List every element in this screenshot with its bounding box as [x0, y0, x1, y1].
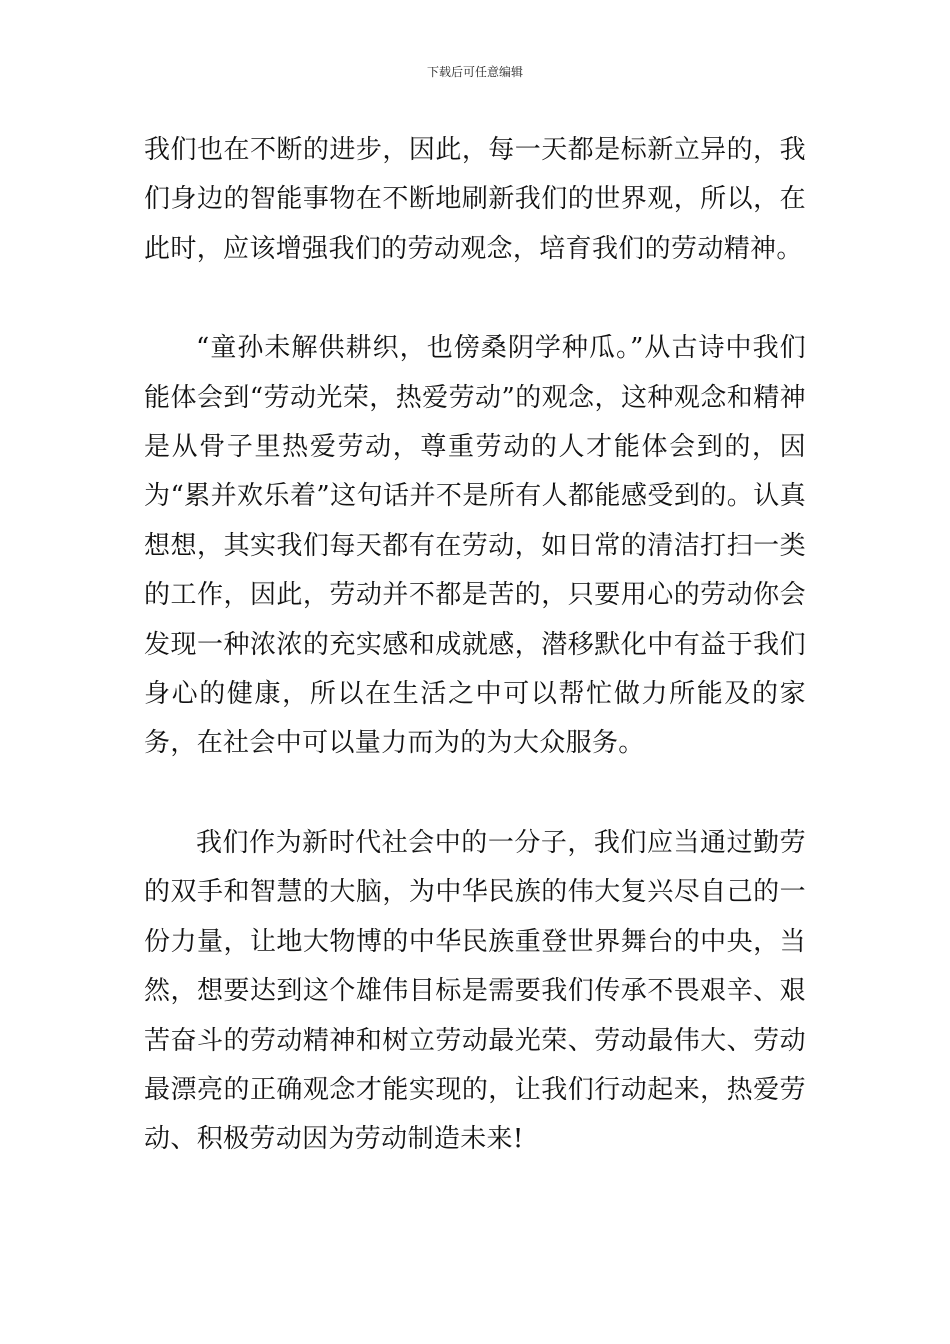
paragraph-2: “童孙未解供耕织，也傍桑阴学种瓜。”从古诗中我们能体会到“劳动光荣，热爱劳动”的观念，这种观念和精神是从骨子里热爱劳动，尊重劳动的人才能体会到的，因为“累并欢乐着”这句话并不是所有人都能感受到的。认真想想，其实我们每天都有在劳动，如日常的清洁打扫一类的工作，因此，劳动并不都是苦的，只要用心的劳动你会发现一种浓浓的充实感和成就感，潜移默化中有益于我们身心的健康，所以在生活之中可以帮忙做力所能及的家务，在社会中可以量力而为的为大众服务。 [144, 333, 807, 759]
paragraph-3: 我们作为新时代社会中的一分子，我们应当通过勤劳的双手和智慧的大脑，为中华民族的伟大复兴尽自己的一份力量，让地大物博的中华民族重登世界舞台的中央，当然，想要达到这个雄伟目标是需要我们传承不畏艰辛、艰苦奋斗的劳动精神和树立劳动最光荣、劳动最伟大、劳动最漂亮的正确观念才能实现的，让我们行动起来，热爱劳动、积极劳动因为劳动制造未来! [144, 827, 806, 1155]
paragraph-1: 我们也在不断的进步，因此，每一天都是标新立异的，我们身边的智能事物在不断地刷新我们的世界观，所以，在此时，应该增强我们的劳动观念，培育我们的劳动精神。 [144, 135, 806, 264]
document-body [144, 126, 806, 1165]
page-header: 下载后可任意编辑 [426, 65, 523, 79]
